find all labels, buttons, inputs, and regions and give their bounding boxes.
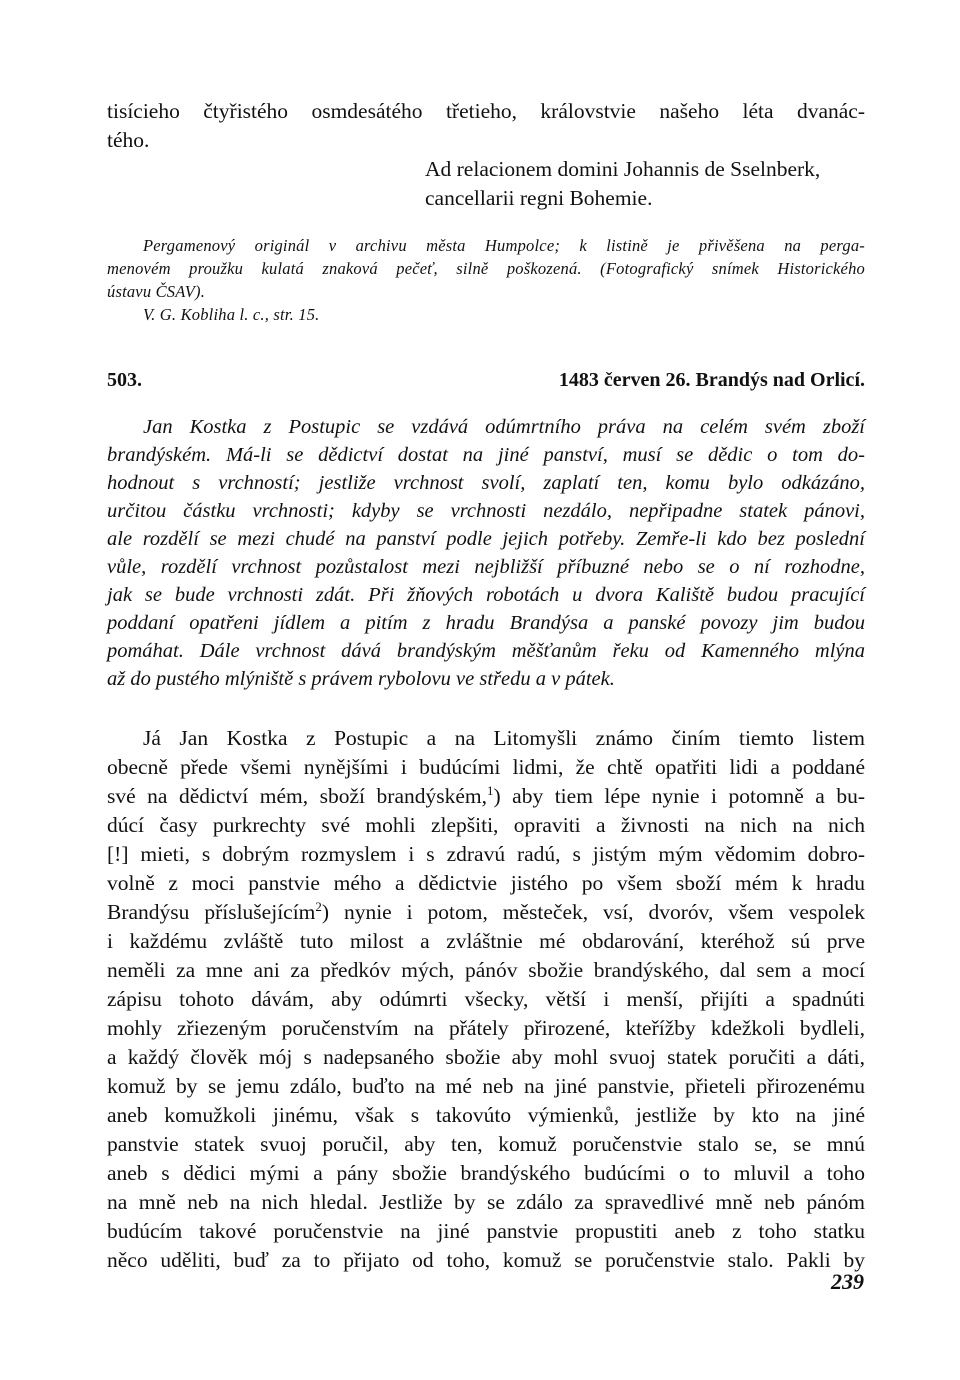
body-line: dúcí časy purkrechty své mohli zlepšiti, opraviti a živnosti na nich na nich [107,813,865,837]
summary-line: ale rozdělí se mezi chudé na panství podle jejich potřeby. Zemře-li kdo bez poslední [107,528,865,550]
summary-line: jak se bude vrchnosti zdát. Při žňových robotách u dvora Kaliště budou pracující [107,584,865,606]
edition-note: V. G. Kobliha l. c., str. 15. [143,305,320,324]
body-line: budúcím takové poručenstvie na jiné panstvie propustiti aneb z toho statku [107,1219,865,1243]
summary-line: pomáhat. Dále vrchnost dává brandýským měšťanům řeku od Kamenného mlýna [107,640,865,662]
body-line: Já Jan Kostka z Postupic a na Litomyšli známo činím tiemto listem [143,726,865,750]
note-line: Pergamenový originál v archivu města Humpolce; k listině je přivěšena na perga- [143,236,865,255]
previous-document-text [107,97,865,155]
body-line: komuž by se jemu zdálo, buďto na mé neb na jiné panstvie, přieteli přirozenému [107,1074,865,1098]
summary-line: vůle, rozdělí vrchnost pozůstalost mezi nejbližší příbuzné nebo se o ní rozhodne, [107,556,865,578]
body-line: panstvie statek svuoj poručil, aby ten, komuž poručenstvie stalo se, se mnú [107,1132,865,1156]
text-line: Ad relacionem domini Johannis de Sselnberk, [425,157,821,181]
note-line: ústavu ČSAV). [107,282,206,301]
page-number: 239 [831,1269,864,1294]
body-line: na mně neb na nich hledal. Jestliže by se zdálo za spravedlivé mně neb pánóm [107,1190,865,1214]
body-line: něco uděliti, buď za to přijato od toho, komuž se poručenstvie stalo. Pakli by [107,1248,865,1272]
document-date-place: 1483 červen 26. Brandýs nad Orlicí. [558,369,865,391]
summary-line: poddaní opatřeni jídlem a pitím z hradu Brandýsa a panské povozy jim budou [107,612,865,634]
summary-line: až do pustého mlýniště s právem rybolovu ve středu a v pátek. [107,668,615,690]
body-line [107,782,865,811]
body-line: i každému zvláště tuto milost a zvláštnie mé obdarování, kteréhož sú prve [107,929,865,953]
text-line: tisícieho čtyřistého osmdesátého třetieho, královstvie našeho léta dvanác- [107,99,865,123]
document-header [107,365,865,395]
body-line: neměli za mne ani za předkóv mých, pánóv sbožie brandýského, dal sem a mocí [107,958,865,982]
footnote-ref: 1 [487,783,494,798]
body-line: aneb komužkoli jinému, však s takovúto výmienků, jestliže by kto na jiné [107,1103,865,1127]
summary-line: Jan Kostka z Postupic se vzdává odúmrtního práva na celém svém zboží [143,416,865,438]
document-number: 503. [107,369,142,391]
body-line: volně z moci panstvie mého a dědictvie jistého po všem sboží mém k hradu [107,871,865,895]
relation-note [107,155,865,213]
body-text: Brandýsu příslušejícím [107,900,316,924]
body-line: [!] mieti, s dobrým rozmyslem i s zdravú radú, s jistým mým vědomim dobro- [107,842,865,866]
body-line: mohly zřiezeným poručenstvím na přátely přirozené, kteřížby kdežkoli bydleli, [107,1016,865,1040]
body-text: ) aby tiem lépe nynie i potomně a bu- [493,784,866,808]
body-line [107,898,865,927]
summary-line: určitou částku vrchnosti; kdyby se vrchnosti nezdálo, nepřipadne statek pánovi, [107,500,865,522]
page-content [107,97,865,1275]
text-line: cancellarii regni Bohemie. [425,186,653,210]
body-line: zápisu tohoto dávám, aby odúmrti všecky, větší i menší, přijíti a spadnúti [107,987,865,1011]
body-line: obecně přede všemi nynějšími i budúcími lidmi, že chtě opatřiti lidi a poddané [107,755,865,779]
summary-line: brandýském. Má-li se dědictví dostat na jiné panství, musí se dědic o tom do- [107,444,865,466]
summary-line: hodnout s vrchností; jestliže vrchnost svolí, zaplatí ten, komu bylo odkázáno, [107,472,865,494]
body-line: a každý člověk mój s nadepsaného sbožie aby mohl svuoj statek poručiti a dáti, [107,1045,865,1069]
body-text: ) nynie i potom, městeček, vsí, dvoróv, všem vespolek [321,900,865,924]
body-line: aneb s dědici mými a pány sbožie brandýského budúcími o to mluvil a toho [107,1161,865,1185]
note-line: menovém proužku kulatá znaková pečeť, silně poškozená. (Fotografický snímek Historického [107,259,865,278]
text-line: tého. [107,128,150,152]
footnote-ref: 2 [315,899,322,914]
body-text: své na dědictví mém, sboží brandýském, [107,784,488,808]
archive-note [107,234,865,326]
document-body [107,724,865,1275]
document-summary [107,413,865,693]
